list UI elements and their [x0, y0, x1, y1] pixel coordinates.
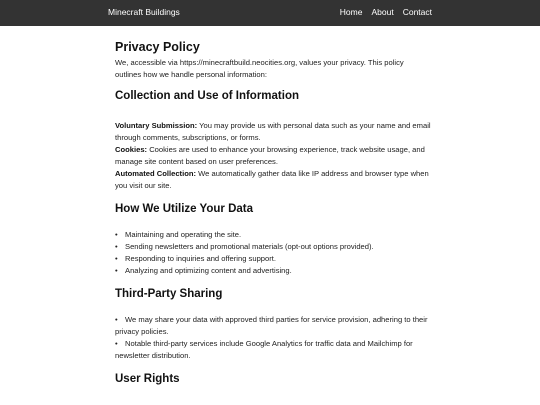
- sharing-list: [115, 314, 431, 362]
- definition-term: Voluntary Submission:: [115, 121, 198, 130]
- list-item: • Maintaining and operating the site.: [125, 229, 431, 241]
- list-item: • Sending newsletters and promotional materials (opt-out options provided).: [125, 241, 431, 253]
- brand-link[interactable]: Minecraft Buildings: [108, 7, 180, 17]
- list-item: • Analyzing and optimizing content and advertising.: [125, 265, 431, 277]
- section-title-collection: Collection and Use of Information: [115, 90, 300, 102]
- definition-term: Cookies:: [115, 145, 148, 154]
- definition-term: Automated Collection:: [115, 169, 196, 178]
- nav-link-contact[interactable]: Contact: [402, 7, 432, 17]
- top-navbar: [0, 0, 540, 26]
- list-item: • We may share your data with approved third parties for service provision, adhering to their privacy policies.: [115, 314, 431, 338]
- list-item: • Notable third-party services include Google Analytics for traffic data and Mailchimp for newsletter distribution.: [115, 338, 431, 362]
- nav-link-home[interactable]: Home: [339, 7, 363, 17]
- section-title-utilize: How We Utilize Your Data: [115, 203, 254, 215]
- collection-definitions: [115, 120, 431, 192]
- nav-link-about[interactable]: About: [371, 7, 394, 17]
- page-title: Privacy Policy: [115, 40, 200, 54]
- utilize-list: [115, 229, 431, 277]
- intro-paragraph: We, accessible via https://minecraftbuild.neocities.org, values your privacy. This policy outlines how we handle personal information:: [115, 58, 404, 79]
- section-title-sharing: Third-Party Sharing: [115, 288, 223, 300]
- list-item: • Responding to inquiries and offering support.: [125, 253, 431, 265]
- definition-text: We automatically gather data like IP address and browser type when you visit our site.: [115, 169, 429, 190]
- main-content: [115, 40, 431, 386]
- nav-links: [340, 7, 432, 17]
- section-title-rights: User Rights: [115, 373, 180, 385]
- definition-text: Cookies are used to enhance your browsing experience, track website usage, and manage site content based on user preferences.: [115, 145, 425, 166]
- definition-text: You may provide us with personal data such as your name and email through comments, subscriptions, or forms.: [115, 121, 431, 142]
